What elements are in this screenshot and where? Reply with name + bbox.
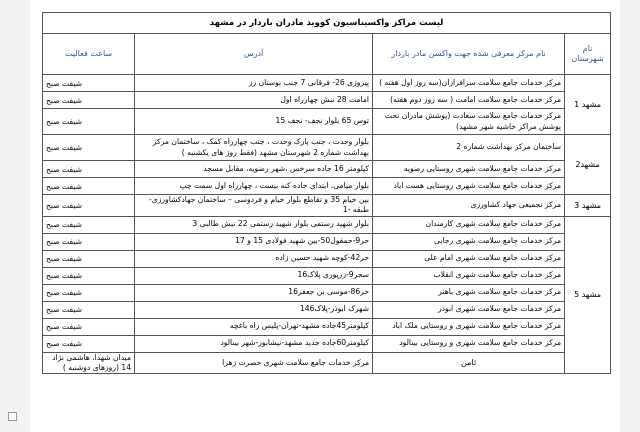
city-cell: مشهد 3 xyxy=(565,195,611,217)
table-row xyxy=(43,216,611,233)
city-cell: مشهد 1 xyxy=(565,75,611,135)
table-row xyxy=(43,267,611,284)
table-title: لیست مراکز واکسیناسیون کووید مادران باردار در مشهد xyxy=(43,13,611,34)
address-cell: بین خیام 35 و تقاطع بلوار خیام و فردوسی – ساختمان جهادکشاورزی- طبقه -1 xyxy=(135,195,373,217)
table-header-row xyxy=(43,34,611,75)
header-address: آدرس xyxy=(135,34,373,75)
address-cell: کیلومتر 16 جاده سرخس ،شهر رضویه، مقابل مسجد xyxy=(135,161,373,178)
address-cell: حر9-حمقول50-بین شهید فولادی 15 و 17 xyxy=(135,233,373,250)
hours-cell: شیفت صبح xyxy=(43,109,135,135)
address-cell: حر42-کوچه شهید حسین زاده xyxy=(135,250,373,267)
hours-cell: شیفت صبح xyxy=(43,284,135,301)
address-cell: پیروزی 26- فرقانی 7 جنب بوستان رز xyxy=(135,75,373,92)
address-cell: کیلومتر45جاده مشهد-تهران-پلیس راه باغچه xyxy=(135,318,373,335)
table-row xyxy=(43,284,611,301)
hours-cell: شیفت صبح xyxy=(43,216,135,233)
hours-cell: شیفت صبح xyxy=(43,318,135,335)
address-cell: حر86-موسی بن جعفر16 xyxy=(135,284,373,301)
table-row xyxy=(43,75,611,92)
address-cell: سجر9-زرپوری پلاک16 xyxy=(135,267,373,284)
document-page xyxy=(30,0,620,432)
table-row xyxy=(43,92,611,109)
hours-cell: شیفت صبح xyxy=(43,301,135,318)
center-name-cell: ساختمان مرکز بهداشت شماره 2 xyxy=(373,135,565,161)
vaccination-centers-table xyxy=(42,12,611,374)
hours-cell: شیفت صبح xyxy=(43,195,135,217)
center-name-cell: مرکز خدمات جامع سلامت شهری ابوذر xyxy=(373,301,565,318)
address-cell: شهرک ابوذر-پلاک146 xyxy=(135,301,373,318)
header-hours: ساعت فعالیت xyxy=(43,34,135,75)
table-row xyxy=(43,195,611,217)
center-name-cell: مرکز خدمات جامع سلامت سرافرازان(سه روز اول هفته ) xyxy=(373,75,565,92)
center-name-cell: مرکز خدمات جامع سلامت شهری باهنر xyxy=(373,284,565,301)
center-name-cell: مرکز خدمات جامع سلامت شهری کارمندان xyxy=(373,216,565,233)
center-name-cell: مرکز خدمات جامع سلامت شهری روستایی هست اباد xyxy=(373,178,565,195)
address-cell: بلوار میامی، ابتدای جاده کنه بیست ، چهارراه اول سمت چپ xyxy=(135,178,373,195)
city-cell: ثامن xyxy=(373,352,565,374)
hours-cell: شیفت صبح xyxy=(43,92,135,109)
address-cell: توس 65 بلوار نجف- نجف 15 xyxy=(135,109,373,135)
header-city: نام شهرستان xyxy=(565,34,611,75)
table-row xyxy=(43,109,611,135)
center-name-cell: مرکز خدمات جامع سلامت شهری امام علی xyxy=(373,250,565,267)
hours-cell: شیفت صبح xyxy=(43,233,135,250)
address-cell: کیلومتر60جاده جدید مشهد-نیشابور-شهر بینالود xyxy=(135,335,373,352)
hours-cell: شیفت صبح xyxy=(43,267,135,284)
city-cell: مشهد 5 xyxy=(565,216,611,374)
center-name-cell: مرکز خدمات جامع سلامت سعادت (پوشش مادران تحت پوشش مراکز خاشیه شهر مشهد) xyxy=(373,109,565,135)
address-cell: میدان شهدا، هاشمی نژاد 14 (روزهای دوشنبه ) xyxy=(43,352,135,374)
center-name-cell: مرکز خدمات جامع سلامت شهری رجایی xyxy=(373,233,565,250)
table-row xyxy=(43,178,611,195)
center-name-cell: مرکز خدمات جامع سلامت شهری و روستایی بینالود xyxy=(373,335,565,352)
table-row xyxy=(43,335,611,352)
address-cell: بلوار وحدت ، جنب پارک وحدت ، جنب چهارراه کمک ، ساختمان مرکز بهداشت شماره 2 شهرستان مشهد (فقط روز های یکشنبه ) xyxy=(135,135,373,161)
header-center: نام مرکز معرفی شده جهت واکسن مادر باردار xyxy=(373,34,565,75)
hours-cell: شیفت صبح xyxy=(43,178,135,195)
center-name-cell: مرکز خدمات جامع سلامت شهری و روستایی ملک اباد xyxy=(373,318,565,335)
table-row xyxy=(43,318,611,335)
table-row xyxy=(43,135,611,161)
center-name-cell: مرکز خدمات جامع سلامت شهری روستایی رضویه xyxy=(373,161,565,178)
city-cell: مشهد2 xyxy=(565,135,611,195)
table-row xyxy=(43,233,611,250)
table-row xyxy=(43,161,611,178)
hours-cell: شیفت صبح xyxy=(43,335,135,352)
center-name-cell: مرکز خدمات جامع سلامت شهری انقلاب xyxy=(373,267,565,284)
address-cell: بلوار شهید رستمی بلوار شهید رستمی 22 نبش طالبی 3 xyxy=(135,216,373,233)
table-row xyxy=(43,250,611,267)
hours-cell: شیفت صبح xyxy=(43,161,135,178)
hours-cell: شیفت صبح xyxy=(43,135,135,161)
hours-cell: شیفت صبح xyxy=(43,250,135,267)
center-name-cell: مرکز خدمات جامع سلامت امامت ( سه روز دوم هفته) xyxy=(373,92,565,109)
address-cell: امامت 28 نبش چهارراه اول xyxy=(135,92,373,109)
hours-cell: شیفت صبح xyxy=(43,75,135,92)
paragraph-marker xyxy=(8,412,17,421)
table-row xyxy=(43,352,611,374)
center-name-cell: مرکز تجمیعی جهاد کشاورزی xyxy=(373,195,565,217)
center-name-cell: مرکز خدمات جامع سلامت شهری حضرت زهرا xyxy=(135,352,373,374)
table-title-row xyxy=(43,13,611,34)
table-row xyxy=(43,301,611,318)
